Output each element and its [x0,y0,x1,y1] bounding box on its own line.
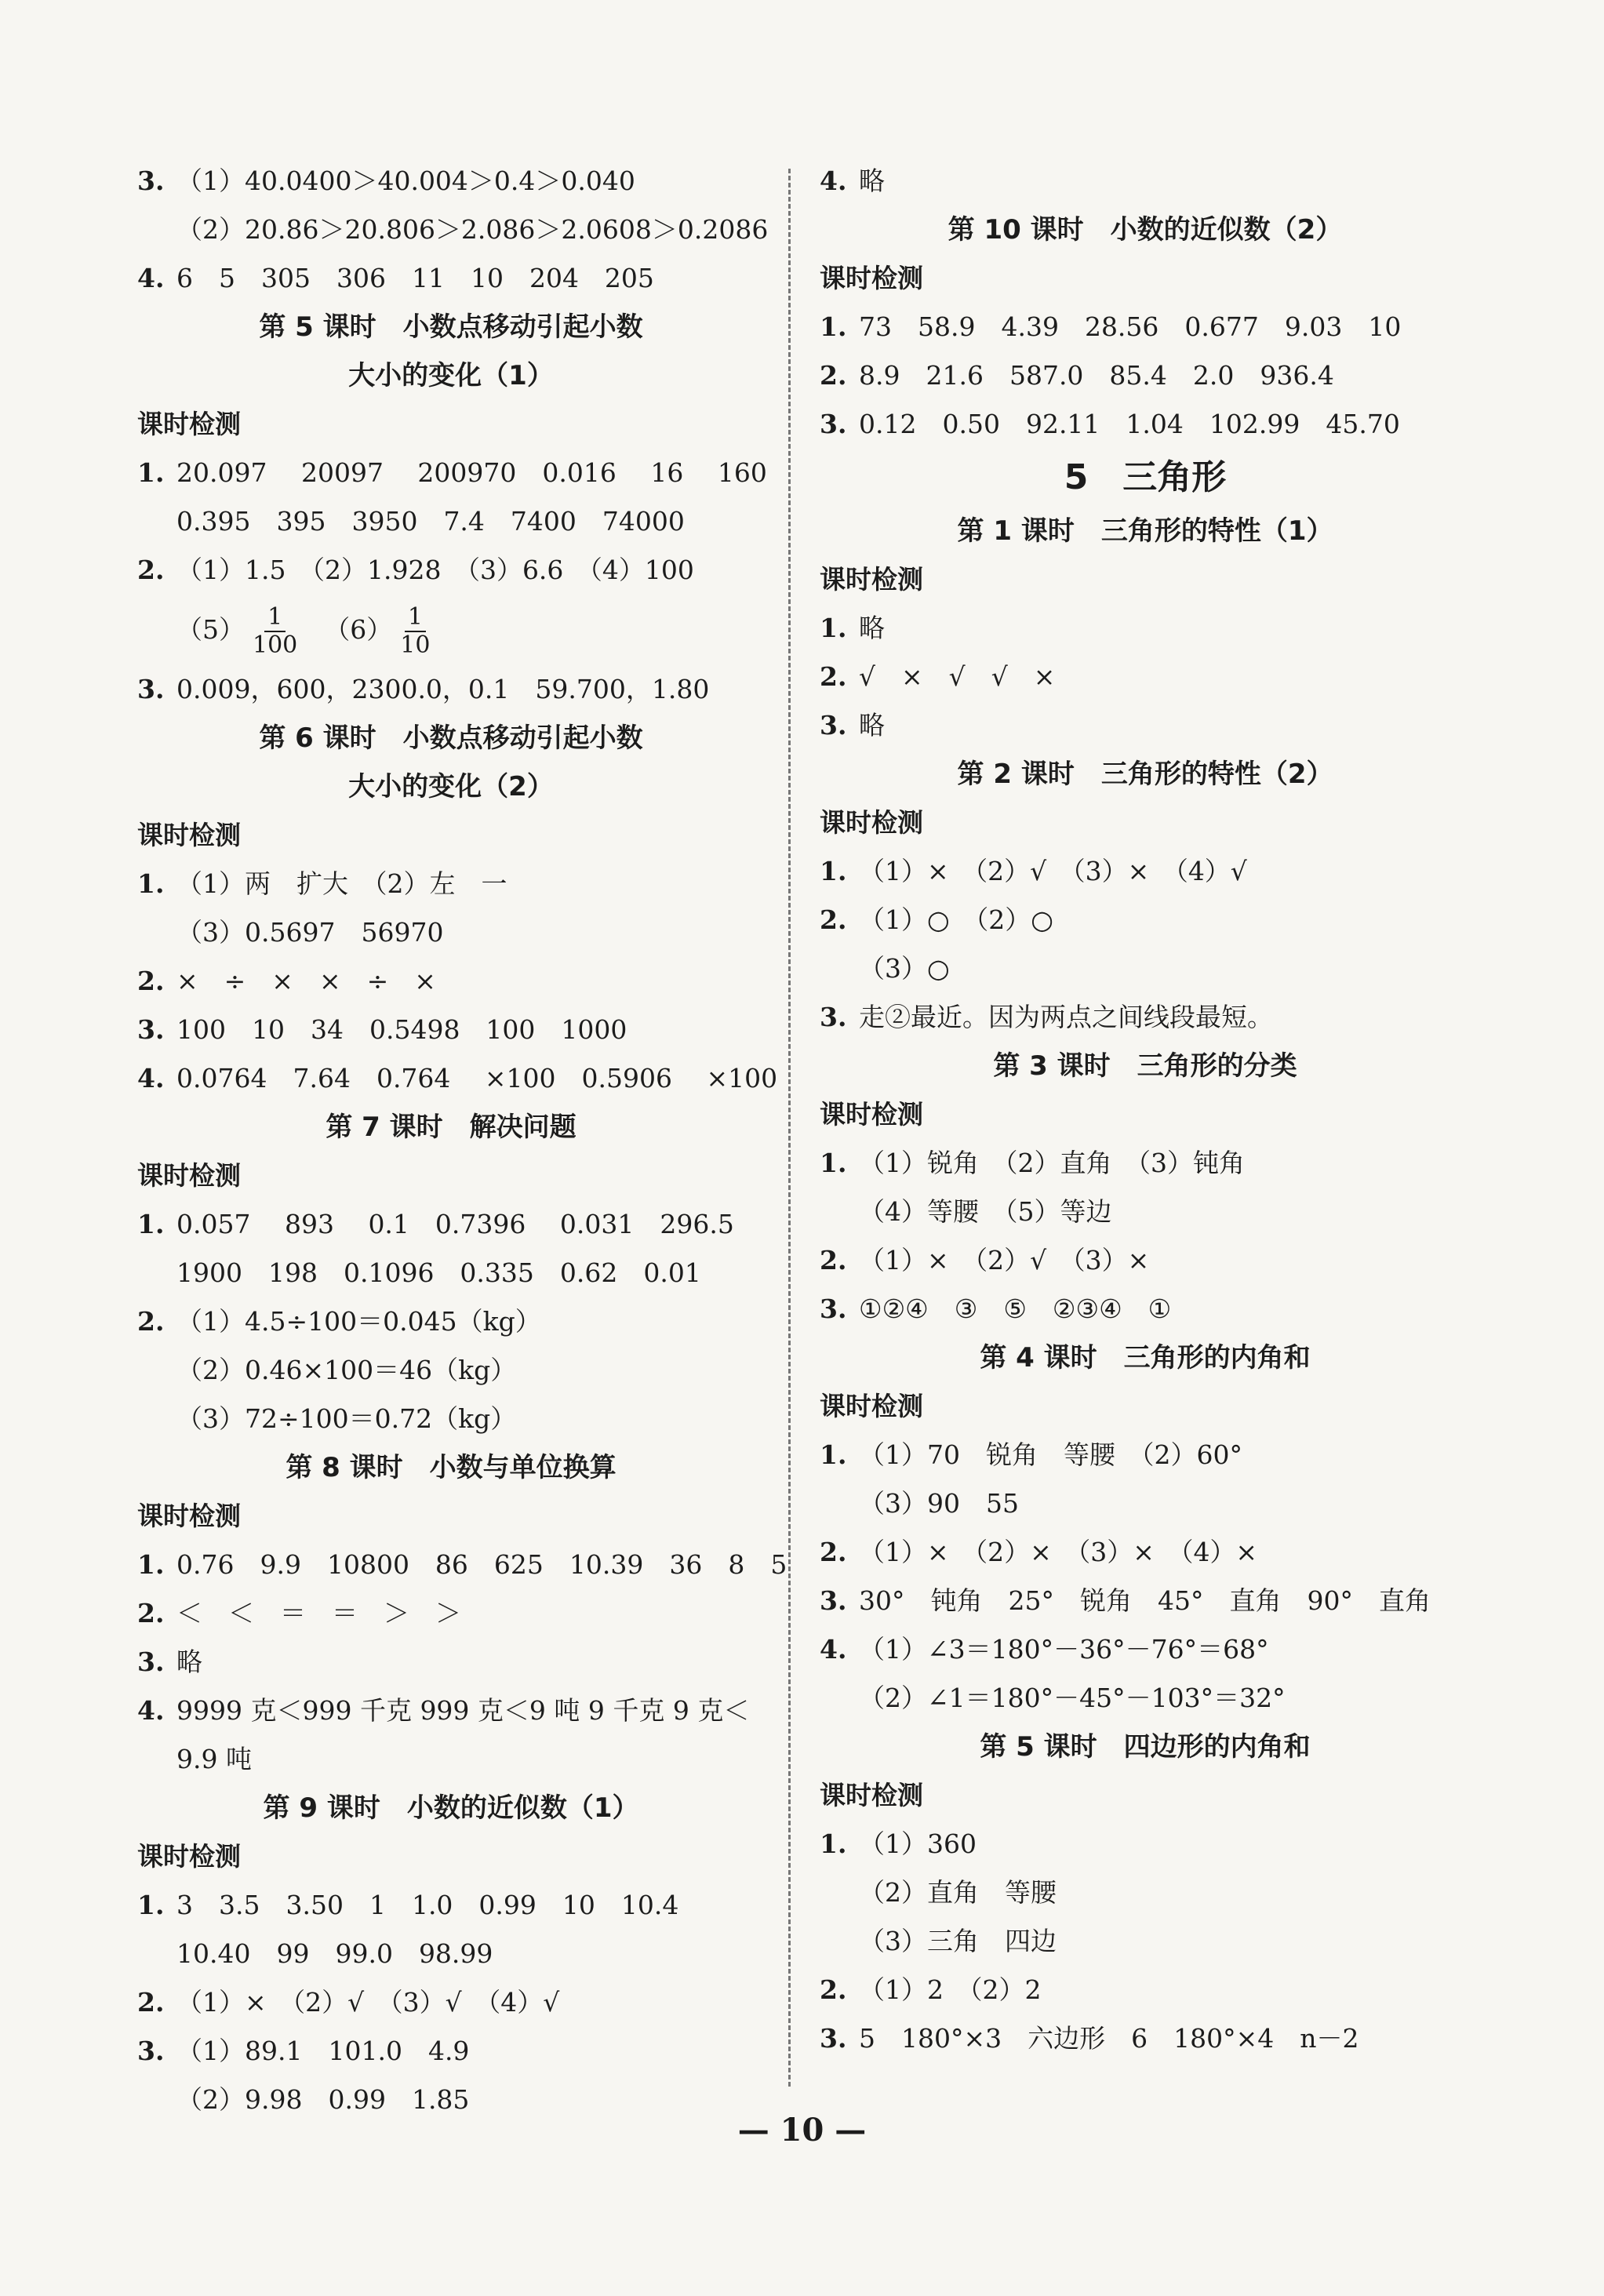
answer-line [820,400,1471,449]
answer-text: （1）2 （2）2 [859,1974,1042,2005]
answer-text: 0.12 0.50 92.11 1.04 102.99 45.70 [859,409,1400,439]
question-number: 1. [820,1148,847,1178]
answer-line [820,1966,1471,2014]
answer-text: （1）锐角 （2）直角 （3）钝角 [859,1148,1245,1178]
answer-text: 略 [176,1646,202,1677]
question-number: 2. [137,1987,165,2018]
lesson-heading: 第 5 课时 四边形的内角和 [980,1731,1311,1763]
question-number: 4. [137,1695,165,1726]
answer-continuation: （2）∠1＝180°－45°－103°＝32° [859,1683,1286,1713]
answer-line [137,1687,765,1735]
answer-text: （1）1.5 （2）1.928 （3）6.6 （4）100 [176,555,694,585]
question-number: 2. [137,555,165,585]
answer-line [820,653,1471,701]
answer-text: 30° 钝角 25° 锐角 45° 直角 90° 直角 [859,1585,1431,1616]
answer-line [820,1285,1471,1334]
answer-line [820,303,1471,351]
answer-line [820,1431,1471,1479]
question-number: 3. [137,1646,165,1677]
answer-text: √ × √ √ × [859,661,1056,692]
answer-continuation: 10.40 99 99.0 98.99 [176,1938,493,1969]
answer-line [820,604,1471,653]
answer-continuation: （2）直角 等腰 [859,1877,1057,1908]
answer-text: ＜ ＜ ＝ ＝ ＞ ＞ [176,1598,461,1628]
lesson-heading: 第 6 课时 小数点移动引起小数 [259,722,643,754]
answer-continuation: （2）9.98 0.99 1.85 [176,2084,470,2115]
question-number: 4. [137,1063,165,1093]
answer-line [820,1577,1471,1625]
answer-line [137,957,765,1006]
section-label: 课时检测 [820,1391,923,1421]
answer-continuation: 0.395 395 3950 7.4 7400 74000 [176,506,685,537]
fraction-numerator: 1 [405,604,426,632]
answer-text: （1）两 扩大 （2）左 一 [176,868,507,899]
fraction [397,604,433,659]
answer-text: 0.76 9.9 10800 86 625 10.39 36 8 5 [176,1549,787,1580]
section-label: 课时检测 [820,263,923,293]
answer-text: 略 [859,613,885,643]
lesson-heading: 大小的变化（1） [348,360,554,391]
answer-continuation: （3）90 55 [859,1488,1019,1519]
answer-text: 0.057 893 0.1 0.7396 0.031 296.5 [176,1209,734,1239]
unit-title: 5 三角形 [1064,457,1227,497]
answer-text: （1）40.0400＞40.004＞0.4＞0.040 [176,166,635,196]
fraction-denominator: 10 [400,631,431,659]
answer-line [137,546,765,595]
column-divider [788,169,791,2087]
section-label: 课时检测 [137,409,241,439]
question-number: 2. [820,904,847,935]
fraction-denominator: 100 [253,631,298,659]
answer-line [137,2027,765,2076]
question-number: 2. [820,1245,847,1275]
question-number: 3. [820,710,847,740]
answer-line [137,1881,765,1930]
lesson-heading: 第 4 课时 三角形的内角和 [980,1342,1311,1374]
question-number: 4. [820,1634,847,1665]
answer-continuation: （2）20.86＞20.806＞2.086＞2.0608＞0.2086 [176,214,769,245]
answer-text: 走②最近。因为两点之间线段最短。 [859,1002,1273,1032]
left-column [137,157,787,2124]
lesson-heading: 第 2 课时 三角形的特性（2） [957,759,1333,790]
lesson-heading: 第 8 课时 小数与单位换算 [286,1452,617,1483]
answer-continuation: （4）等腰 （5）等边 [859,1196,1112,1227]
answer-continuation: （3）0.5697 56970 [176,917,444,948]
fraction-numerator: 1 [264,604,286,632]
lesson-heading: 第 5 课时 小数点移动引起小数 [259,311,643,343]
answer-line [137,1006,765,1054]
answer-continuation: （3）72÷100＝0.72（kg） [176,1403,517,1434]
question-number: 1. [137,457,165,488]
answer-line [137,254,765,303]
section-label: 课时检测 [820,1099,923,1130]
lesson-heading: 第 9 课时 小数的近似数（1） [263,1792,639,1824]
question-number: 1. [820,856,847,886]
question-number: 2. [820,1974,847,2005]
answer-text: 20.097 20097 200970 0.016 16 160 [176,457,767,488]
question-number: 3. [137,166,165,196]
answer-text: × ÷ × × ÷ × [176,966,436,996]
answer-continuation: （3）○ [859,953,950,984]
section-label: 课时检测 [820,807,923,838]
answer-text: 略 [859,710,885,740]
question-number: 1. [820,311,847,342]
answer-text: 8.9 21.6 587.0 85.4 2.0 936.4 [859,360,1334,391]
page-number: — 10 — [737,2112,867,2149]
question-number: 3. [820,409,847,439]
answer-text: （1）4.5÷100＝0.045（kg） [176,1306,541,1337]
answer-line [820,847,1471,896]
answer-text: 6 5 305 306 11 10 204 205 [176,263,654,293]
question-number: 3. [137,674,165,704]
answer-text: 0.0764 7.64 0.764 ×100 0.5906 ×100 [176,1063,778,1093]
answer-line [820,351,1471,400]
question-number: 1. [820,1439,847,1470]
answer-continuation: （3）三角 四边 [859,1926,1057,1956]
answer-text: 9999 克＜999 千克 999 克＜9 吨 9 千克 9 克＜ [176,1695,750,1726]
answer-line [820,1625,1471,1674]
answer-line [137,1200,765,1249]
question-number: 2. [820,1537,847,1567]
answer-text: （1）360 [859,1828,977,1859]
section-label: 课时检测 [137,820,241,850]
answer-text: （1）× （2）√ （3）× [859,1245,1150,1275]
answer-text: （1）○ （2）○ [859,904,1054,935]
fraction [249,604,300,659]
answer-text: ①②④ ③ ⑤ ②③④ ① [859,1294,1172,1324]
lesson-heading: 第 7 课时 解决问题 [326,1112,576,1143]
answer-text: 略 [859,166,885,196]
question-number: 3. [820,1002,847,1032]
answer-line [137,157,765,206]
answer-text: （1）89.1 101.0 4.9 [176,2036,470,2066]
answer-continuation: 1900 198 0.1096 0.335 0.62 0.01 [176,1257,701,1288]
answer-line [137,665,765,714]
section-label: 课时检测 [137,1160,241,1191]
answer-line [820,2014,1471,2063]
question-number: 4. [820,166,847,196]
question-number: 2. [137,1598,165,1628]
question-number: 1. [137,1890,165,1920]
answer-text: 100 10 34 0.5498 100 1000 [176,1014,627,1045]
answer-line [137,1638,765,1687]
fraction-answer-line [137,595,765,665]
question-number: 3. [137,2036,165,2066]
answer-text: （1）70 锐角 等腰 （2）60° [859,1439,1242,1470]
lesson-heading: 第 10 课时 小数的近似数（2） [947,214,1343,246]
question-number: 2. [820,360,847,391]
question-number: 1. [137,1549,165,1580]
answer-text: （1）× （2）× （3）× （4）× [859,1537,1258,1567]
answer-continuation: 9.9 吨 [176,1744,252,1774]
answer-line [137,1978,765,2027]
question-number: 1. [137,868,165,899]
question-number: 4. [137,263,165,293]
answer-line [820,1820,1471,1868]
question-number: 1. [820,613,847,643]
question-number: 2. [137,966,165,996]
answer-line [820,701,1471,750]
question-number: 1. [137,1209,165,1239]
answer-line [137,1541,787,1589]
question-number: 3. [137,1014,165,1045]
section-label: 课时检测 [820,564,923,595]
section-label: 课时检测 [820,1780,923,1810]
answer-text: 0.009，600，2300.0，0.1 59.700，1.80 [176,674,710,704]
answer-line [137,860,765,908]
answer-line [820,1528,1471,1577]
answer-line [820,157,1471,206]
answer-line [137,1054,778,1103]
answer-prefix: （6） [324,614,393,645]
answer-line [137,1297,765,1346]
question-number: 2. [137,1306,165,1337]
answer-text: 3 3.5 3.50 1 1.0 0.99 10 10.4 [176,1890,679,1920]
answer-continuation: （2）0.46×100＝46（kg） [176,1355,517,1385]
section-label: 课时检测 [137,1501,241,1531]
right-column [820,157,1471,2063]
answer-text: （1）× （2）√ （3）√ （4）√ [176,1987,560,2018]
lesson-heading: 大小的变化（2） [348,771,554,802]
lesson-heading: 第 3 课时 三角形的分类 [993,1050,1297,1082]
section-label: 课时检测 [137,1841,241,1872]
answer-text: （1）× （2）√ （3）× （4）√ [859,856,1247,886]
answer-line [820,993,1471,1042]
answer-line [137,449,765,497]
question-number: 3. [820,2023,847,2054]
answer-text: 73 58.9 4.39 28.56 0.677 9.03 10 [859,311,1402,342]
question-number: 3. [820,1585,847,1616]
question-number: 3. [820,1294,847,1324]
answer-line [137,1589,765,1638]
answer-line [820,896,1471,944]
answer-prefix: （5） [176,614,245,645]
answer-text: 5 180°×3 六边形 6 180°×4 n－2 [859,2023,1359,2054]
answer-line [820,1139,1471,1188]
question-number: 1. [820,1828,847,1859]
question-number: 2. [820,661,847,692]
answer-text: （1）∠3＝180°－36°－76°＝68° [859,1634,1269,1665]
lesson-heading: 第 1 课时 三角形的特性（1） [957,515,1333,547]
answer-line [820,1236,1471,1285]
